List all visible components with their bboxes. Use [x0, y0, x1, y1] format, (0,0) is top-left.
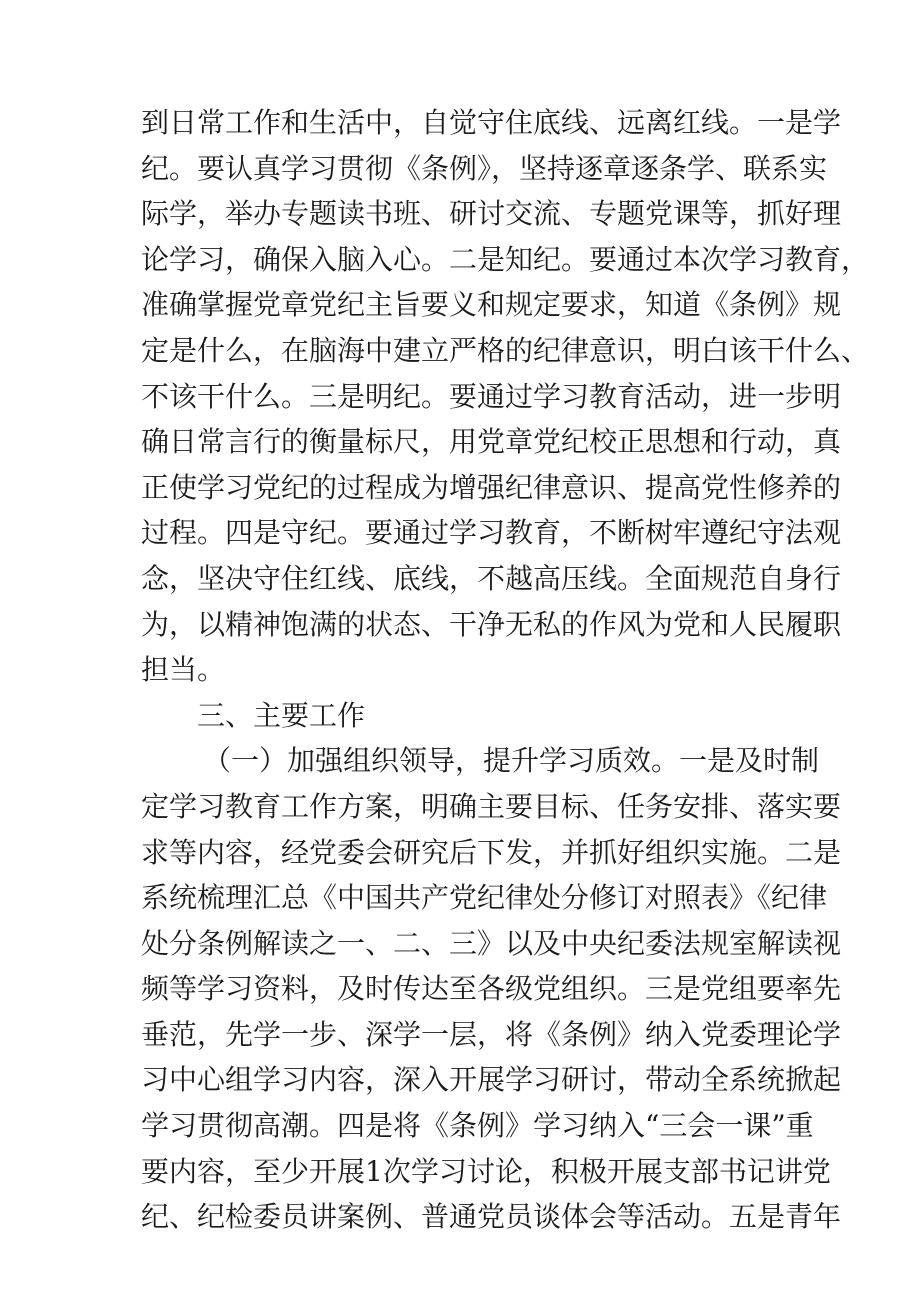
body-line: 纪、纪检委员讲案例、普通党员谈体会等活动。五是青年 — [141, 1200, 842, 1234]
body-line: 过程。四是守纪。要通过学习教育，不断树牢遵纪守法观 — [141, 516, 842, 550]
body-line: 正使学习党纪的过程成为增强纪律意识、提高党性修养的 — [141, 470, 842, 504]
document-body — [141, 100, 870, 1240]
body-line: 学习贯彻高潮。四是将《条例》学习纳入“三会一课”重 — [141, 1109, 814, 1143]
body-line: 频等学习资料，及时传达至各级党组织。三是党组要率先 — [141, 972, 842, 1006]
body-line: 要内容，至少开展1次学习讨论，积极开展支部书记讲党 — [141, 1154, 831, 1188]
body-line: 到日常工作和生活中，自觉守住底线、远离红线。一是学 — [141, 106, 842, 139]
body-line: 定学习教育工作方案，明确主要目标、任务安排、落实要 — [141, 789, 842, 823]
body-line: 确日常言行的衡量标尺，用党章党纪校正思想和行动，真 — [141, 425, 842, 459]
body-line: 为，以精神饱满的状态、干净无私的作风为党和人民履职 — [141, 607, 842, 641]
body-line: 系统梳理汇总《中国共产党纪律处分修订对照表》《纪律 — [141, 881, 828, 915]
body-line: 习中心组学习内容，深入开展学习研讨，带动全系统掀起 — [141, 1063, 842, 1097]
body-line: 处分条例解读之一、二、三》以及中央纪委法规室解读视 — [141, 926, 842, 960]
section-heading: 三、主要工作 — [197, 698, 366, 732]
body-line: 定是什么，在脑海中建立严格的纪律意识，明白该干什么、 — [141, 333, 870, 367]
body-line: 论学习，确保入脑入心。二是知纪。要通过本次学习教育， — [141, 242, 870, 276]
body-line: 际学，举办专题读书班、研讨交流、专题党课等，抓好理 — [141, 197, 842, 231]
body-line: 求等内容，经党委会研究后下发，并抓好组织实施。二是 — [141, 835, 842, 869]
body-line: 垂范，先学一步、深学一层，将《条例》纳入党委理论学 — [141, 1017, 842, 1051]
body-line: 念，坚决守住红线、底线，不越高压线。全面规范自身行 — [141, 561, 842, 595]
body-line: 担当。 — [141, 653, 226, 687]
body-line: 纪。要认真学习贯彻《条例》，坚持逐章逐条学、联系实 — [141, 151, 828, 185]
body-line: 准确掌握党章党纪主旨要义和规定要求，知道《条例》规 — [141, 288, 842, 322]
subsection-heading-line: （一）加强组织领导，提升学习质效。一是及时制 — [203, 744, 820, 778]
body-line: 不该干什么。三是明纪。要通过学习教育活动，进一步明 — [141, 379, 842, 413]
